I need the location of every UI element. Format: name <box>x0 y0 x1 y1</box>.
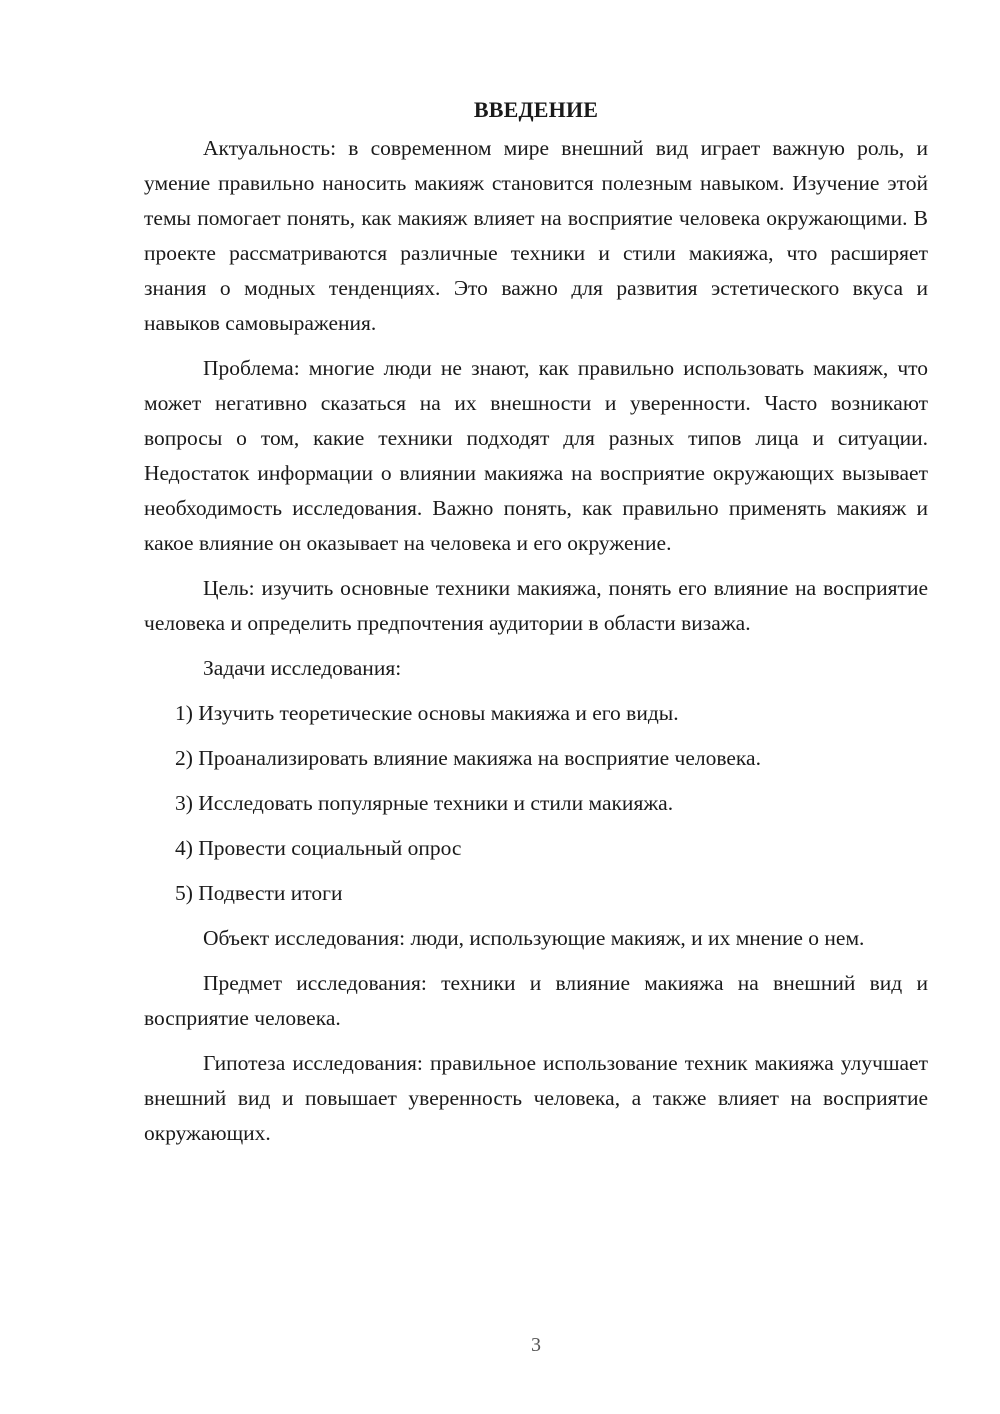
task-item-5: 5) Подвести итоги <box>175 881 343 905</box>
task-item-4: 4) Провести социальный опрос <box>175 836 462 860</box>
relevance-paragraph: Актуальность: в современном мире внешний вид играет важную роль, и умение правильно наносить макияж становится полезным навыком. Изучение этой темы помогает понять, как макияж влияет на восприятие человека окружающими. В проекте рассматриваются различные техники и стили макияжа, что расширяет знания о модных тенденциях. Это важно для развития эстетического вкуса и навыков самовыражения. <box>144 136 928 335</box>
subject-paragraph: Предмет исследования: техники и влияние макияжа на внешний вид и восприятие человека. <box>144 971 928 1030</box>
task-item-2: 2) Проанализировать влияние макияжа на восприятие человека. <box>175 746 761 770</box>
goal-paragraph: Цель: изучить основные техники макияжа, понять его влияние на восприятие человека и определить предпочтения аудитории в области визажа. <box>144 576 928 635</box>
tasks-heading: Задачи исследования: <box>203 656 402 680</box>
problem-paragraph: Проблема: многие люди не знают, как правильно использовать макияж, что может негативно сказаться на их внешности и уверенности. Часто возникают вопросы о том, какие техники подходят для разных типов лица и ситуации. Недостаток информации о влиянии макияжа на восприятие окружающих вызывает необходимость исследования. Важно понять, как правильно применять макияж и какое влияние он оказывает на человека и его окружение. <box>144 356 928 555</box>
page-number: 3 <box>531 1334 541 1356</box>
page-title: ВВЕДЕНИЕ <box>473 97 599 122</box>
hypothesis-paragraph: Гипотеза исследования: правильное использование техник макияжа улучшает внешний вид и повышает уверенность человека, а также влияет на восприятие окружающих. <box>144 1051 928 1145</box>
task-item-3: 3) Исследовать популярные техники и стили макияжа. <box>175 791 674 815</box>
tasks-list <box>144 696 928 911</box>
document-page <box>144 92 928 1161</box>
task-item-1: 1) Изучить теоретические основы макияжа и его виды. <box>175 701 679 725</box>
object-paragraph: Объект исследования: люди, использующие макияж, и их мнение о нем. <box>203 926 865 950</box>
